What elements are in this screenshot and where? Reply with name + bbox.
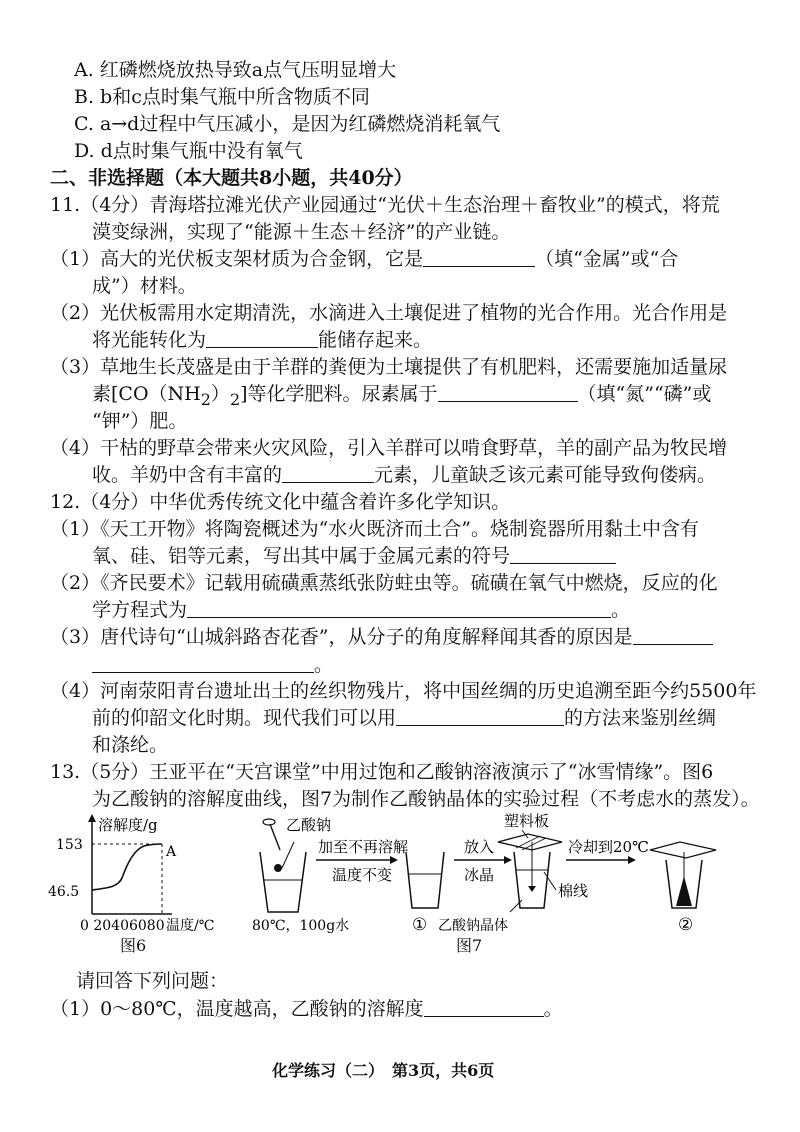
fig6-caption: 图6 — [120, 936, 147, 955]
q11-p4-text-b: 收。羊奶中含有丰富的 — [92, 464, 283, 486]
option-a: A. 红磷燃烧放热导致a点气压明显增大 — [74, 59, 397, 81]
q12-part3-line2 — [92, 652, 333, 678]
q13-p1-text-a: （1）0～80℃，温度越高，乙酸钠的溶解度 — [50, 998, 424, 1020]
q13-p1-blank[interactable] — [424, 996, 544, 1017]
q11-p1-text-a: （1）高大的光伏板支架材质为合金钢，它是 — [50, 248, 424, 270]
q13-p1-text-b: 。 — [543, 998, 563, 1020]
q11-p3-text-b: 素[CO（NH — [92, 383, 201, 405]
fig7-crystal: 乙酸钠晶体 — [438, 918, 508, 934]
q11-p4-text-a: （4）干枯的野草会带来火灾风险，引入羊群可以啃食野草，羊的副产品为牧民增 — [50, 437, 728, 459]
q13-stem-line1: 13.（5分）王亚平在“天宫课堂”中用过饱和乙酸钠溶液演示了“冰雪情缘”。图6 — [50, 761, 714, 783]
q12-stem: 12.（4分）中华优秀传统文化中蕴含着许多化学知识。 — [50, 491, 511, 513]
fig6-y-top: 153 — [56, 837, 83, 853]
q12-p2-text-a: （2）《齐民要术》记载用硫磺熏蒸纸张防蛀虫等。硫磺在氧气中燃烧，反应的化 — [50, 572, 718, 594]
q11-p3-text-a: （3）草地生长茂盛是由于羊群的粪便为土壤提供了有机肥料，还需要施加适量尿 — [50, 356, 728, 378]
option-c: C. a→d过程中气压减小，是因为红磷燃烧消耗氧气 — [74, 113, 501, 135]
q11-p3-sub1: 2 — [200, 389, 211, 409]
q13-part1 — [50, 996, 563, 1022]
q11-part1 — [50, 246, 678, 272]
fig7-step1-bottom: 温度不变 — [332, 866, 393, 884]
q11-p2-text-b: 将光能转化为 — [92, 329, 207, 351]
q12-p1-text-a: （1）《天工开物》将陶瓷概述为“水火既济而土合”。烧制瓷器所用黏土中含有 — [50, 518, 700, 540]
q11-p4-text-c: 元素，儿童缺乏该元素可能导致佝偻病。 — [374, 464, 717, 486]
figure-7 — [222, 812, 722, 942]
q12-p2-text-c: 。 — [611, 599, 631, 621]
q12-p4-text-b: 前的仰韶文化时期。现代我们可以用 — [92, 707, 397, 729]
q11-p2-text-c: 能储存起来。 — [318, 329, 433, 351]
fig7-condition: 80℃，100g水 — [252, 918, 350, 934]
q12-p3-blank-b[interactable] — [92, 652, 314, 673]
q11-p1-text-b: （填“金属”或“合 — [535, 248, 679, 270]
fig7-mark2: ② — [678, 915, 694, 935]
q12-part1-line2 — [92, 543, 616, 569]
q12-p4-blank[interactable] — [396, 705, 564, 726]
figure-6 — [40, 812, 240, 942]
q11-p3-text-c: （填“氮”“磷”或 — [577, 383, 712, 405]
q12-part4-line2 — [92, 705, 716, 731]
q11-stem-line2: 漠变绿洲，实现了“能源＋生态＋经济”的产业链。 — [92, 221, 511, 243]
q12-p2-text-b: 学方程式为 — [92, 599, 188, 621]
q11-part2-line2 — [92, 327, 432, 353]
fig7-step2-top: 放入 — [464, 838, 495, 856]
fig6-y-bottom: 46.5 — [48, 884, 80, 900]
fig7-mark1: ① — [412, 915, 428, 935]
fig7-step1-top: 加至不再溶解 — [318, 838, 409, 856]
q12-p4-text-a: （4）河南荥阳青台遗址出土的丝织物残片，将中国丝绸的历史追溯至距今约5500年 — [50, 680, 757, 702]
q11-p3-text-b3: ]等化学肥料。尿素属于 — [240, 383, 438, 405]
q11-stem-line1: 11.（4分）青海塔拉滩光伏产业园通过“光伏＋生态治理＋畜牧业”的模式，将荒 — [50, 194, 720, 216]
q12-p3-text-b: 。 — [314, 654, 334, 676]
q12-p3-blank-a[interactable] — [633, 624, 713, 645]
q12-p4-text-c: 的方法来鉴别丝绸 — [564, 707, 717, 729]
fig7-thread: 棉线 — [558, 882, 589, 900]
q12-p2-blank[interactable] — [187, 597, 611, 618]
q11-p2-text-a: （2）光伏板需用水定期清洗，水滴进入土壤促进了植物的光合作用。光合作用是 — [50, 302, 728, 324]
fig6-ylabel: 溶解度/g — [98, 816, 158, 834]
q11-p3-text-d: “钾”）肥。 — [92, 410, 188, 432]
q11-part4-line2 — [92, 462, 716, 488]
fig7-step3: 冷却到20℃ — [568, 838, 649, 856]
fig6-point-label: A — [166, 844, 177, 860]
option-d: D. d点时集气瓶中没有氧气 — [74, 140, 303, 162]
q11-p3-sub2: 2 — [229, 389, 241, 409]
q13-prompt: 请回答下列问题： — [76, 970, 229, 992]
fig7-reagent: 乙酸钠 — [286, 816, 332, 834]
q12-part2-line2 — [92, 597, 630, 623]
q11-p3-blank[interactable] — [438, 381, 578, 402]
q11-p1-text-c: 成”）材料。 — [92, 275, 197, 297]
fig7-step2-bottom: 冰晶 — [464, 866, 495, 884]
q11-p2-blank[interactable] — [206, 327, 318, 348]
q13-stem-line2: 为乙酸钠的溶解度曲线，图7为制作乙酸钠晶体的实验过程（不考虑水的蒸发）。 — [92, 788, 760, 810]
q12-p3-text-a: （3）唐代诗句“山城斜路杏花香”，从分子的角度解释闻其香的原因是 — [50, 626, 633, 648]
q11-p3-text-b2: ） — [210, 383, 230, 405]
q12-p1-blank[interactable] — [510, 543, 616, 564]
fig7-caption: 图7 — [456, 936, 483, 955]
fig6-xlabel: 温度/℃ — [166, 918, 215, 934]
q12-p1-text-b: 氧、硅、铝等元素，写出其中属于金属元素的符号 — [92, 545, 511, 567]
q11-p1-blank[interactable] — [423, 246, 535, 267]
section-title: 二、非选择题（本大题共8小题，共40分） — [50, 167, 413, 189]
fig7-board: 塑料板 — [504, 812, 550, 830]
option-b: B. b和c点时集气瓶中所含物质不同 — [74, 86, 370, 108]
q12-part3-line1 — [50, 624, 713, 650]
fig6-xticks: 0 20406080 — [80, 918, 165, 934]
q12-p4-text-d: 和涤纶。 — [92, 734, 169, 756]
q11-p4-blank[interactable] — [282, 462, 374, 483]
page-footer: 化学练习（二） 第3页，共6页 — [272, 1061, 495, 1080]
